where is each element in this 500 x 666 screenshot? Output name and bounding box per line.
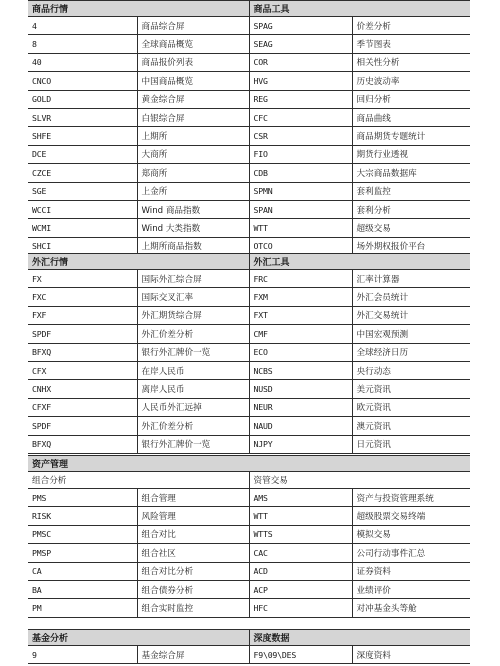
- tool-code-cell: ECO: [249, 343, 352, 361]
- tool-name-cell: 商品期货专题统计: [352, 127, 470, 145]
- left-group-header: 组合分析: [28, 472, 249, 489]
- tool-name-cell: 场外期权报价平台: [352, 237, 470, 255]
- table-row: [28, 417, 470, 435]
- function-code-cell: PM: [28, 599, 137, 617]
- function-name-cell: 国际交叉汇率: [137, 288, 249, 306]
- function-code-cell: SGE: [28, 182, 137, 200]
- function-code-cell: BA: [28, 580, 137, 598]
- tool-code-cell: COR: [249, 53, 352, 71]
- function-name-cell: 人民币外汇远掉: [137, 398, 249, 416]
- tool-name-cell: 模拟交易: [352, 525, 470, 543]
- tool-code-cell: OTCO: [249, 237, 352, 255]
- tool-name-cell: 中国宏观预测: [352, 325, 470, 343]
- tool-name-cell: 套利分析: [352, 200, 470, 218]
- tool-name-cell: 商品曲线: [352, 108, 470, 126]
- left-group-header: 基金分析: [28, 630, 249, 646]
- table-row: [28, 544, 470, 562]
- tool-code-cell: CFC: [249, 108, 352, 126]
- tool-name-cell: 外汇交易统计: [352, 306, 470, 324]
- section-header-row: [28, 472, 470, 489]
- tool-name-cell: 价差分析: [352, 17, 470, 35]
- tool-code-cell: CAC: [249, 544, 352, 562]
- function-code-cell: FXC: [28, 288, 137, 306]
- tool-code-cell: NUSD: [249, 380, 352, 398]
- left-group-header: 商品行情: [28, 1, 249, 17]
- table-row: [28, 182, 470, 200]
- tool-code-cell: REG: [249, 90, 352, 108]
- table-row: [28, 562, 470, 580]
- tool-name-cell: 欧元资讯: [352, 398, 470, 416]
- table-row: [28, 270, 470, 288]
- tool-name-cell: 外汇会员统计: [352, 288, 470, 306]
- table-row: [28, 145, 470, 163]
- tool-code-cell: WTT: [249, 507, 352, 525]
- table-row: [28, 646, 470, 664]
- function-name-cell: 组合债券分析: [137, 580, 249, 598]
- right-group-header: 商品工具: [249, 1, 470, 17]
- table-row: [28, 380, 470, 398]
- tool-code-cell: CMF: [249, 325, 352, 343]
- table-row: [28, 219, 470, 237]
- tool-code-cell: HVG: [249, 72, 352, 90]
- table-row: [28, 398, 470, 416]
- function-code-cell: GOLD: [28, 90, 137, 108]
- tool-name-cell: 澳元资讯: [352, 417, 470, 435]
- tool-name-cell: 超级股票交易终端: [352, 507, 470, 525]
- function-name-cell: 上金所: [137, 182, 249, 200]
- table-row: [28, 435, 470, 453]
- tool-code-cell: ACD: [249, 562, 352, 580]
- function-code-cell: CNHX: [28, 380, 137, 398]
- tool-code-cell: NCBS: [249, 361, 352, 379]
- tool-code-cell: SPMN: [249, 182, 352, 200]
- table-row: [28, 288, 470, 306]
- function-name-cell: 在岸人民币: [137, 361, 249, 379]
- tool-code-cell: WTTS: [249, 525, 352, 543]
- right-group-header: 外汇工具: [249, 254, 470, 270]
- function-code-cell: CFX: [28, 361, 137, 379]
- commodity-table: [28, 0, 470, 256]
- function-name-cell: 郑商所: [137, 164, 249, 182]
- function-name-cell: 国际外汇综合屏: [137, 270, 249, 288]
- function-name-cell: 白银综合屏: [137, 108, 249, 126]
- function-name-cell: 银行外汇牌价一览: [137, 343, 249, 361]
- function-code-cell: FXF: [28, 306, 137, 324]
- tool-name-cell: 汇率计算器: [352, 270, 470, 288]
- function-name-cell: 商品综合屏: [137, 17, 249, 35]
- function-code-cell: BFXQ: [28, 343, 137, 361]
- tool-code-cell: FXM: [249, 288, 352, 306]
- function-name-cell: 上期所: [137, 127, 249, 145]
- tool-code-cell: CSR: [249, 127, 352, 145]
- function-code-cell: SPDF: [28, 325, 137, 343]
- tool-name-cell: 美元资讯: [352, 380, 470, 398]
- function-code-cell: WCCI: [28, 200, 137, 218]
- tool-name-cell: 回归分析: [352, 90, 470, 108]
- function-name-cell: 外汇价差分析: [137, 417, 249, 435]
- function-name-cell: 上期所商品指数: [137, 237, 249, 255]
- tool-name-cell: 资产与投资管理系统: [352, 489, 470, 507]
- tool-name-cell: 日元资讯: [352, 435, 470, 453]
- table-row: [28, 35, 470, 53]
- function-name-cell: 银行外汇牌价一览: [137, 435, 249, 453]
- tool-code-cell: FIO: [249, 145, 352, 163]
- table-row: [28, 72, 470, 90]
- table-row: [28, 108, 470, 126]
- function-code-cell: 8: [28, 35, 137, 53]
- tool-code-cell: SEAG: [249, 35, 352, 53]
- forex-table: [28, 253, 470, 454]
- tool-name-cell: 期货行业透视: [352, 145, 470, 163]
- section-header-row: [28, 630, 470, 646]
- function-code-cell: 4: [28, 17, 137, 35]
- table-row: [28, 90, 470, 108]
- table-row: [28, 343, 470, 361]
- function-code-cell: CNCO: [28, 72, 137, 90]
- section-title-row: [28, 456, 470, 472]
- table-row: [28, 525, 470, 543]
- asset-management-table: [28, 455, 470, 618]
- function-name-cell: 外汇期货综合屏: [137, 306, 249, 324]
- function-code-cell: PMSP: [28, 544, 137, 562]
- tool-name-cell: 公司行动事件汇总: [352, 544, 470, 562]
- function-name-cell: 组合管理: [137, 489, 249, 507]
- function-code-cell: PMSC: [28, 525, 137, 543]
- function-code-cell: RISK: [28, 507, 137, 525]
- tool-code-cell: FXT: [249, 306, 352, 324]
- table-row: [28, 127, 470, 145]
- function-name-cell: 外汇价差分析: [137, 325, 249, 343]
- section-title: 资产管理: [28, 456, 470, 472]
- table-row: [28, 599, 470, 617]
- function-code-cell: BFXQ: [28, 435, 137, 453]
- function-code-cell: PMS: [28, 489, 137, 507]
- table-row: [28, 325, 470, 343]
- tool-name-cell: 大宗商品数据库: [352, 164, 470, 182]
- function-code-cell: WCMI: [28, 219, 137, 237]
- function-name-cell: 组合对比分析: [137, 562, 249, 580]
- function-code-cell: CA: [28, 562, 137, 580]
- function-name-cell: 黄金综合屏: [137, 90, 249, 108]
- function-name-cell: Wind 大类指数: [137, 219, 249, 237]
- table-row: [28, 507, 470, 525]
- tool-code-cell: ACP: [249, 580, 352, 598]
- tool-code-cell: FRC: [249, 270, 352, 288]
- function-code-cell: FX: [28, 270, 137, 288]
- function-name-cell: 大商所: [137, 145, 249, 163]
- table-row: [28, 306, 470, 324]
- table-row: [28, 200, 470, 218]
- tool-code-cell: NJPY: [249, 435, 352, 453]
- tool-name-cell: 超级交易: [352, 219, 470, 237]
- function-name-cell: Wind 商品指数: [137, 200, 249, 218]
- tool-name-cell: 证券资料: [352, 562, 470, 580]
- tool-name-cell: 全球经济日历: [352, 343, 470, 361]
- function-name-cell: 离岸人民币: [137, 380, 249, 398]
- function-code-cell: CFXF: [28, 398, 137, 416]
- fund-table: [28, 629, 470, 664]
- function-code-cell: 9: [28, 646, 137, 664]
- function-code-cell: SHFE: [28, 127, 137, 145]
- table-row: [28, 17, 470, 35]
- table-row: [28, 53, 470, 71]
- section-header-row: [28, 1, 470, 17]
- table-row: [28, 361, 470, 379]
- tool-code-cell: F9\09\DES: [249, 646, 352, 664]
- right-group-header: 深度数据: [249, 630, 470, 646]
- tool-code-cell: NEUR: [249, 398, 352, 416]
- tool-name-cell: 深度资料: [352, 646, 470, 664]
- tool-name-cell: 套利监控: [352, 182, 470, 200]
- table-row: [28, 164, 470, 182]
- function-name-cell: 商品报价列表: [137, 53, 249, 71]
- table-row: [28, 489, 470, 507]
- tool-name-cell: 业绩评价: [352, 580, 470, 598]
- tool-code-cell: CDB: [249, 164, 352, 182]
- function-name-cell: 组合实时监控: [137, 599, 249, 617]
- function-code-cell: SPDF: [28, 417, 137, 435]
- function-name-cell: 基金综合屏: [137, 646, 249, 664]
- function-name-cell: 组合社区: [137, 544, 249, 562]
- tool-name-cell: 历史波动率: [352, 72, 470, 90]
- function-name-cell: 组合对比: [137, 525, 249, 543]
- tool-name-cell: 对冲基金头等舱: [352, 599, 470, 617]
- left-group-header: 外汇行情: [28, 254, 249, 270]
- function-name-cell: 全球商品概览: [137, 35, 249, 53]
- tool-code-cell: HFC: [249, 599, 352, 617]
- table-row: [28, 580, 470, 598]
- function-code-cell: SLVR: [28, 108, 137, 126]
- right-group-header: 资管交易: [249, 472, 470, 489]
- function-code-cell: DCE: [28, 145, 137, 163]
- function-code-cell: 40: [28, 53, 137, 71]
- function-name-cell: 中国商品概览: [137, 72, 249, 90]
- tool-name-cell: 季节图表: [352, 35, 470, 53]
- tool-name-cell: 相关性分析: [352, 53, 470, 71]
- tool-name-cell: 央行动态: [352, 361, 470, 379]
- tool-code-cell: WTT: [249, 219, 352, 237]
- tool-code-cell: NAUD: [249, 417, 352, 435]
- tool-code-cell: AMS: [249, 489, 352, 507]
- section-header-row: [28, 254, 470, 270]
- function-code-cell: CZCE: [28, 164, 137, 182]
- function-code-cell: SHCI: [28, 237, 137, 255]
- tool-code-cell: SPAN: [249, 200, 352, 218]
- tool-code-cell: SPAG: [249, 17, 352, 35]
- function-name-cell: 风险管理: [137, 507, 249, 525]
